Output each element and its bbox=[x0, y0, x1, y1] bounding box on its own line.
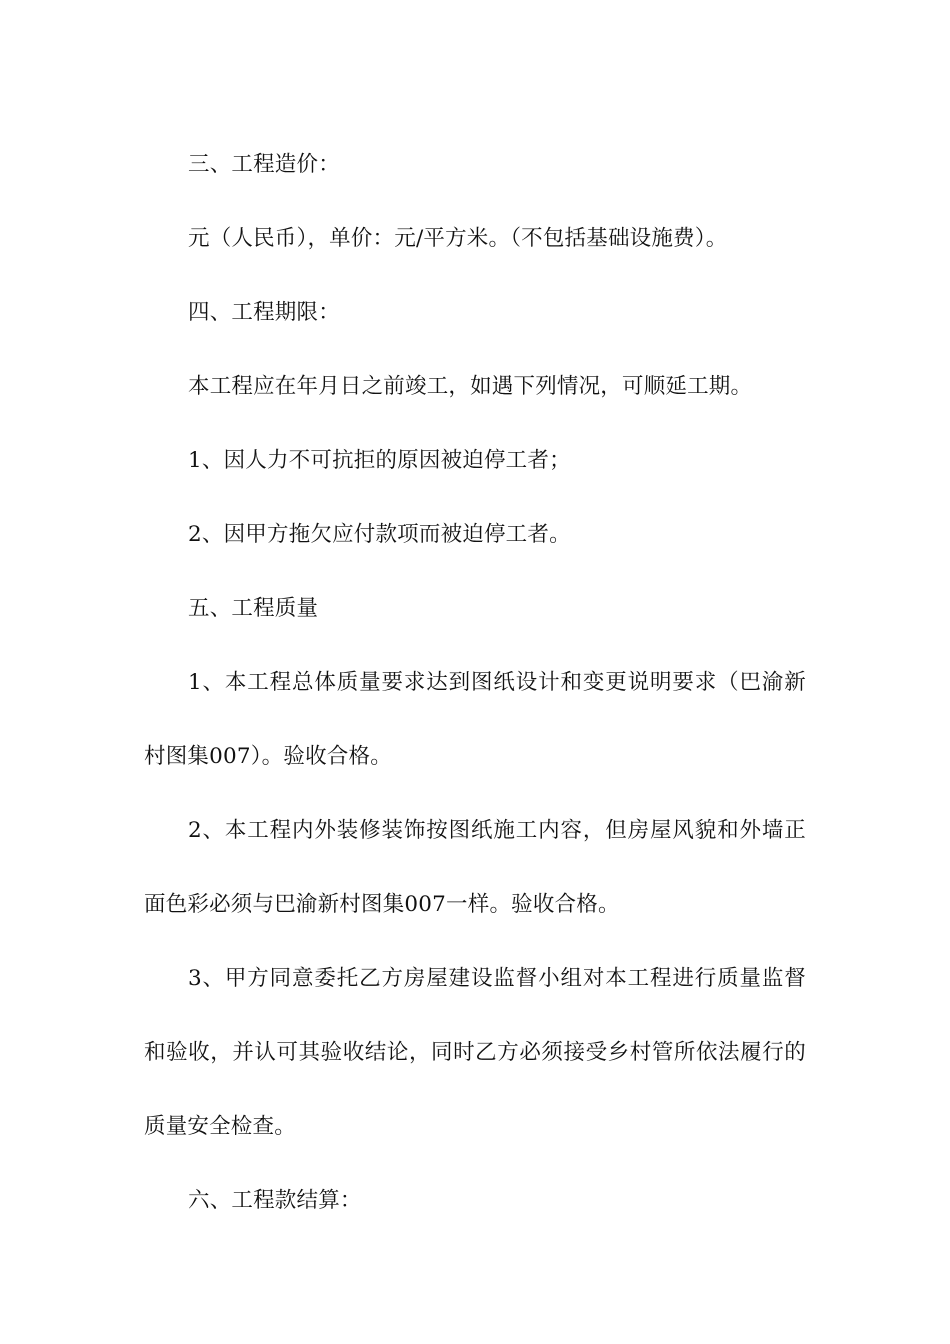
list-item-force-majeure: 1、因人力不可抗拒的原因被迫停工者； bbox=[188, 448, 571, 473]
paragraph-decoration-requirement: 2、本工程内外装修装饰按图纸施工内容，但房屋风貌和外墙正面色彩必须与巴渝新村图集007一样。验收合格。 bbox=[144, 818, 806, 917]
section-heading-quality: 五、工程质量 bbox=[188, 596, 319, 621]
paragraph-duration-detail: 本工程应在年月日之前竣工，如遇下列情况，可顺延工期。 bbox=[188, 374, 753, 399]
paragraph-quality-requirement: 1、本工程总体质量要求达到图纸设计和变更说明要求（巴渝新村图集007）。验收合格。 bbox=[144, 670, 806, 769]
section-heading-settlement: 六、工程款结算： bbox=[188, 1188, 362, 1213]
list-item-payment-arrears: 2、因甲方拖欠应付款项而被迫停工者。 bbox=[188, 522, 571, 547]
paragraph-supervision: 3、甲方同意委托乙方房屋建设监督小组对本工程进行质量监督和验收，并认可其验收结论，同时乙方必须接受乡村管所依法履行的质量安全检查。 bbox=[144, 966, 806, 1139]
section-heading-duration: 四、工程期限： bbox=[188, 300, 340, 325]
document-body bbox=[144, 128, 806, 1238]
section-heading-cost: 三、工程造价： bbox=[188, 152, 340, 177]
paragraph-cost-detail: 元（人民币），单价：元/平方米。（不包括基础设施费）。 bbox=[188, 226, 728, 251]
